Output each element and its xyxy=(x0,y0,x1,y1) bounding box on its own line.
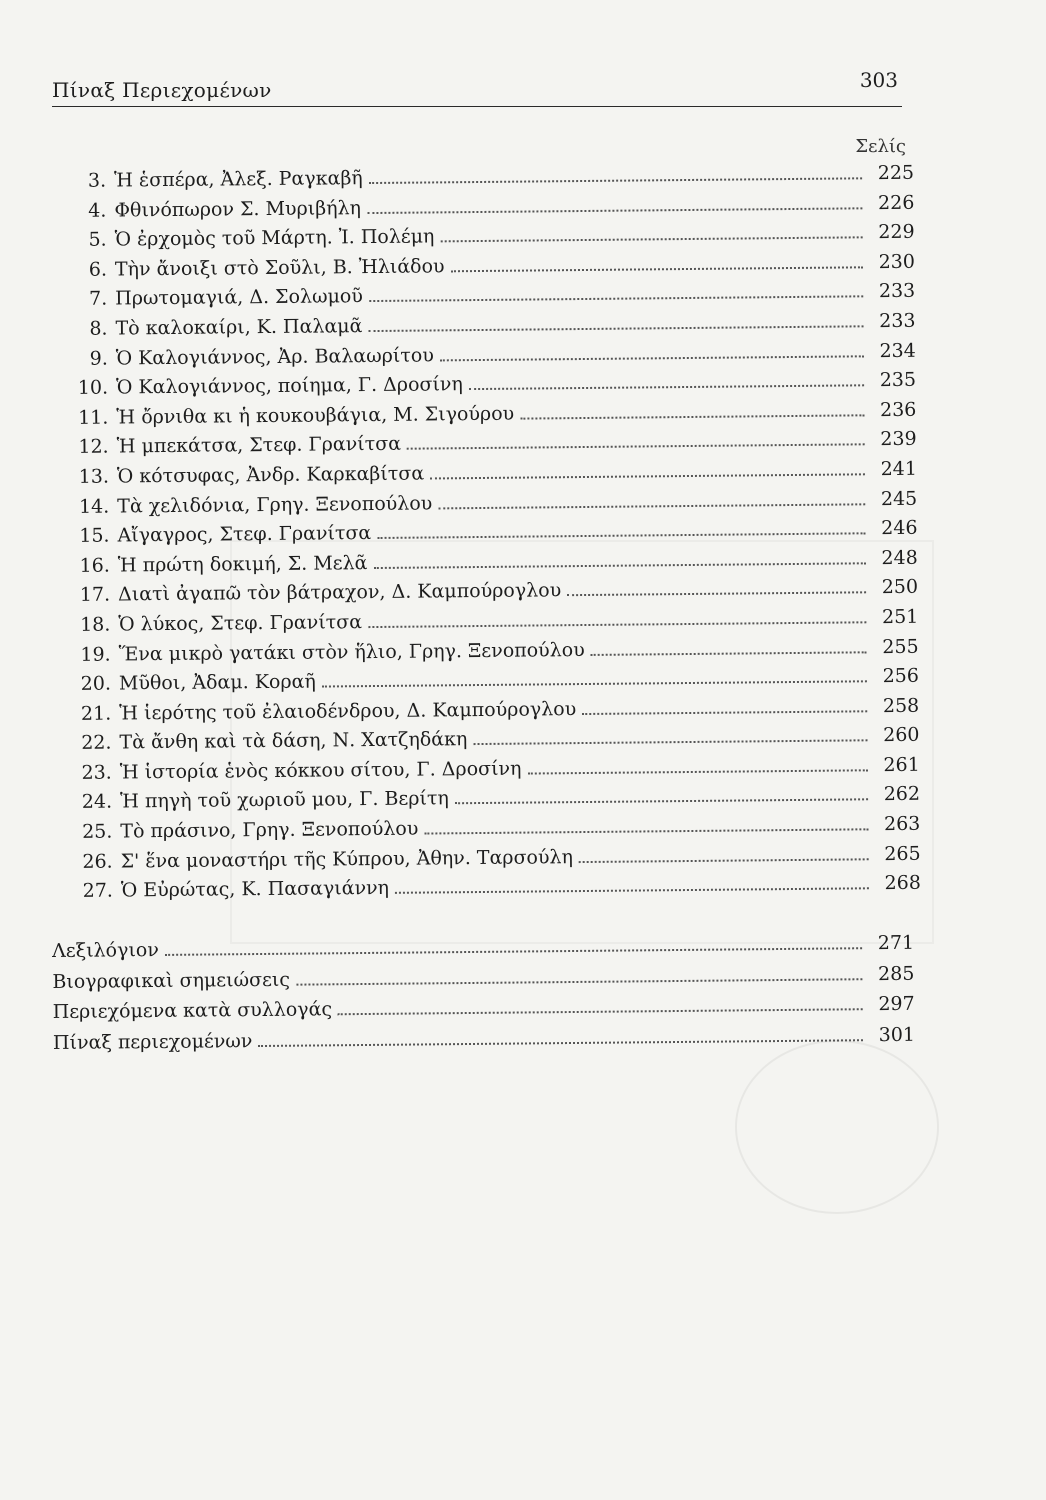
entry-number: 20. xyxy=(80,672,112,695)
dot-leader xyxy=(368,325,863,332)
entry-page: 233 xyxy=(879,309,916,333)
entry-number: 10. xyxy=(77,376,109,400)
entry-page: 241 xyxy=(880,457,918,481)
entry-page: 261 xyxy=(883,753,920,777)
entry-title: Ἡ μπεκάτσα, Στεφ. Γρανίτσα xyxy=(116,433,402,458)
entry-page: 262 xyxy=(883,783,921,806)
dot-leader xyxy=(296,978,862,985)
entry-page: 256 xyxy=(882,664,920,688)
dot-leader xyxy=(165,947,862,956)
entry-number: 6. xyxy=(88,258,108,281)
entry-title: Διατὶ ἀγαπῶ τὸν βάτραχον, Δ. Καμπούρογλου xyxy=(117,579,562,606)
toc-list xyxy=(62,162,921,910)
entry-title: Περιεχόμενα κατὰ συλλογάς xyxy=(52,998,333,1023)
entry-number: 7. xyxy=(88,287,108,311)
entry-page: 248 xyxy=(881,546,918,569)
entry-page: 265 xyxy=(884,842,921,865)
entry-page: 271 xyxy=(877,931,915,955)
entry-page: 226 xyxy=(877,191,915,214)
entry-title: Πίναξ περιεχομένων xyxy=(52,1029,253,1054)
entry-title: Μῦθοι, Ἀδαμ. Κοραῆ xyxy=(118,670,316,695)
entry-number: 11. xyxy=(78,406,109,429)
entry-page: 229 xyxy=(878,221,915,244)
entry-page: 246 xyxy=(881,516,918,540)
entry-title: Ἡ πηγὴ τοῦ χωριοῦ μου, Γ. Βερίτη xyxy=(119,787,449,813)
entry-title: Λεξιλόγιον xyxy=(52,938,159,962)
entry-title: Ὁ Καλογιάννος, Ἀρ. Βαλαωρίτου xyxy=(115,344,434,370)
entry-number: 13. xyxy=(78,465,110,488)
appendix-list xyxy=(52,932,915,1062)
entry-page: 251 xyxy=(881,605,919,629)
header-rule xyxy=(52,106,902,107)
entry-number: 18. xyxy=(80,613,111,636)
dot-leader xyxy=(451,266,863,272)
entry-page: 297 xyxy=(878,992,915,1016)
page-column-label: Σελίς xyxy=(855,136,906,157)
dot-leader xyxy=(430,473,865,479)
entry-number: 12. xyxy=(78,435,109,459)
entry-number: 14. xyxy=(78,495,110,518)
dot-leader xyxy=(520,414,864,419)
entry-title: Τὸ πράσινο, Γρηγ. Ξενοπούλου xyxy=(120,817,419,843)
dot-leader xyxy=(567,592,866,597)
entry-title: Τὰ χελιδόνια, Γρηγ. Ξενοπούλου xyxy=(117,491,433,518)
entry-number: 23. xyxy=(81,761,112,784)
entry-title: Βιογραφικαὶ σημειώσεις xyxy=(52,968,291,993)
dot-leader xyxy=(369,296,863,303)
entry-page: 285 xyxy=(877,962,915,985)
entry-page: 225 xyxy=(877,161,915,185)
entry-title: Ἡ πρώτη δοκιμή, Σ. Μελᾶ xyxy=(117,551,368,577)
entry-title: Σ' ἕνα μοναστήρι τῆς Κύπρου, Ἀθην. Ταρσούλη xyxy=(120,845,574,873)
entry-number: 16. xyxy=(79,554,110,577)
dot-leader xyxy=(440,237,862,243)
dot-leader xyxy=(369,177,862,184)
entry-number: 27. xyxy=(82,879,114,903)
entry-number: 9. xyxy=(89,347,108,370)
entry-title: Ἡ ὄρνιθα κι ἡ κουκουβάγια, Μ. Σιγούρου xyxy=(116,402,515,429)
entry-number: 19. xyxy=(80,643,111,666)
dot-leader xyxy=(455,799,868,805)
entry-title: Ὁ ἐρχομὸς τοῦ Μάρτη. Ἰ. Πολέμη xyxy=(114,225,435,251)
entry-title: Ἡ ἑσπέρα, Ἀλεξ. Ραγκαβῆ xyxy=(113,167,363,192)
entry-title: Ἡ ἱστορία ἑνὸς κόκκου σίτου, Γ. Δροσίνη xyxy=(119,757,522,784)
dot-leader xyxy=(424,828,868,834)
entry-page: 301 xyxy=(878,1023,916,1046)
entry-page: 233 xyxy=(878,280,916,303)
dot-leader xyxy=(373,562,865,569)
dot-leader xyxy=(258,1039,863,1047)
entry-number: 4. xyxy=(88,199,107,222)
bleed-through-stamp xyxy=(735,1040,939,1214)
entry-title: Ἕνα μικρὸ γατάκι στὸν ἥλιο, Γρηγ. Ξενοπούλου xyxy=(118,638,585,665)
entry-title: Πρωτομαγιά, Δ. Σολωμοῦ xyxy=(115,285,363,310)
dot-leader xyxy=(469,384,864,390)
entry-number: 24. xyxy=(81,791,113,814)
dot-leader xyxy=(368,621,866,628)
entry-page: 260 xyxy=(883,724,920,747)
page-number: 303 xyxy=(859,68,898,92)
entry-title: Φθινόπωρον Σ. Μυριβήλη xyxy=(114,196,362,222)
running-title: Πίναξ Περιεχομένων xyxy=(52,78,272,102)
entry-title: Ὁ κότσυφας, Ἀνδρ. Καρκαβίτσα xyxy=(116,462,425,488)
dot-leader xyxy=(367,207,862,214)
entry-title: Αἴγαγρος, Στεφ. Γρανίτσα xyxy=(117,522,372,547)
entry-title: Ἡ ἱερότης τοῦ ἐλαιοδένδρου, Δ. Καμπούρογλου xyxy=(119,697,577,725)
entry-title: Τὰ ἄνθη καὶ τὰ δάση, Ν. Χατζηδάκη xyxy=(119,728,468,754)
entry-title: Τὴν ἄνοιξι στὸ Σοῦλι, Β. Ἠλιάδου xyxy=(114,255,445,281)
entry-number: 21. xyxy=(80,702,112,725)
dot-leader xyxy=(527,769,867,774)
page-header xyxy=(52,64,902,106)
dot-leader xyxy=(338,1008,863,1015)
dot-leader xyxy=(322,680,867,687)
entry-page: 230 xyxy=(878,250,916,273)
entry-number: 8. xyxy=(89,317,108,340)
entry-page: 263 xyxy=(883,812,921,836)
dot-leader xyxy=(591,651,867,656)
entry-number: 3. xyxy=(87,169,107,192)
dot-leader xyxy=(473,740,867,746)
entry-number: 26. xyxy=(82,850,113,873)
dot-leader xyxy=(440,355,864,361)
entry-page: 258 xyxy=(882,694,920,717)
entry-number: 22. xyxy=(81,731,112,755)
dot-leader xyxy=(438,503,865,509)
dot-leader xyxy=(377,532,865,539)
entry-page: 239 xyxy=(880,428,917,451)
entry-number: 17. xyxy=(79,583,111,607)
entry-title: Ὁ Εὐρώτας, Κ. Πασαγιάννη xyxy=(120,877,390,902)
dot-leader xyxy=(407,444,865,450)
entry-page: 235 xyxy=(879,368,917,392)
entry-page: 245 xyxy=(880,487,918,510)
dot-leader xyxy=(579,858,869,863)
entry-page: 268 xyxy=(884,872,921,895)
entry-title: Ὁ λύκος, Στεφ. Γρανίτσα xyxy=(118,611,363,636)
dot-leader xyxy=(395,888,869,895)
entry-title: Ὁ Καλογιάννος, ποίημα, Γ. Δροσίνη xyxy=(115,373,463,399)
entry-number: 5. xyxy=(88,228,107,251)
entry-title: Τὸ καλοκαίρι, Κ. Παλαμᾶ xyxy=(115,315,363,340)
entry-page: 234 xyxy=(879,339,916,362)
entry-page: 255 xyxy=(882,635,919,658)
entry-page: 250 xyxy=(881,576,919,599)
entry-number: 25. xyxy=(82,820,113,843)
dot-leader xyxy=(582,710,867,715)
entry-number: 15. xyxy=(79,524,110,547)
entry-page: 236 xyxy=(879,398,917,421)
